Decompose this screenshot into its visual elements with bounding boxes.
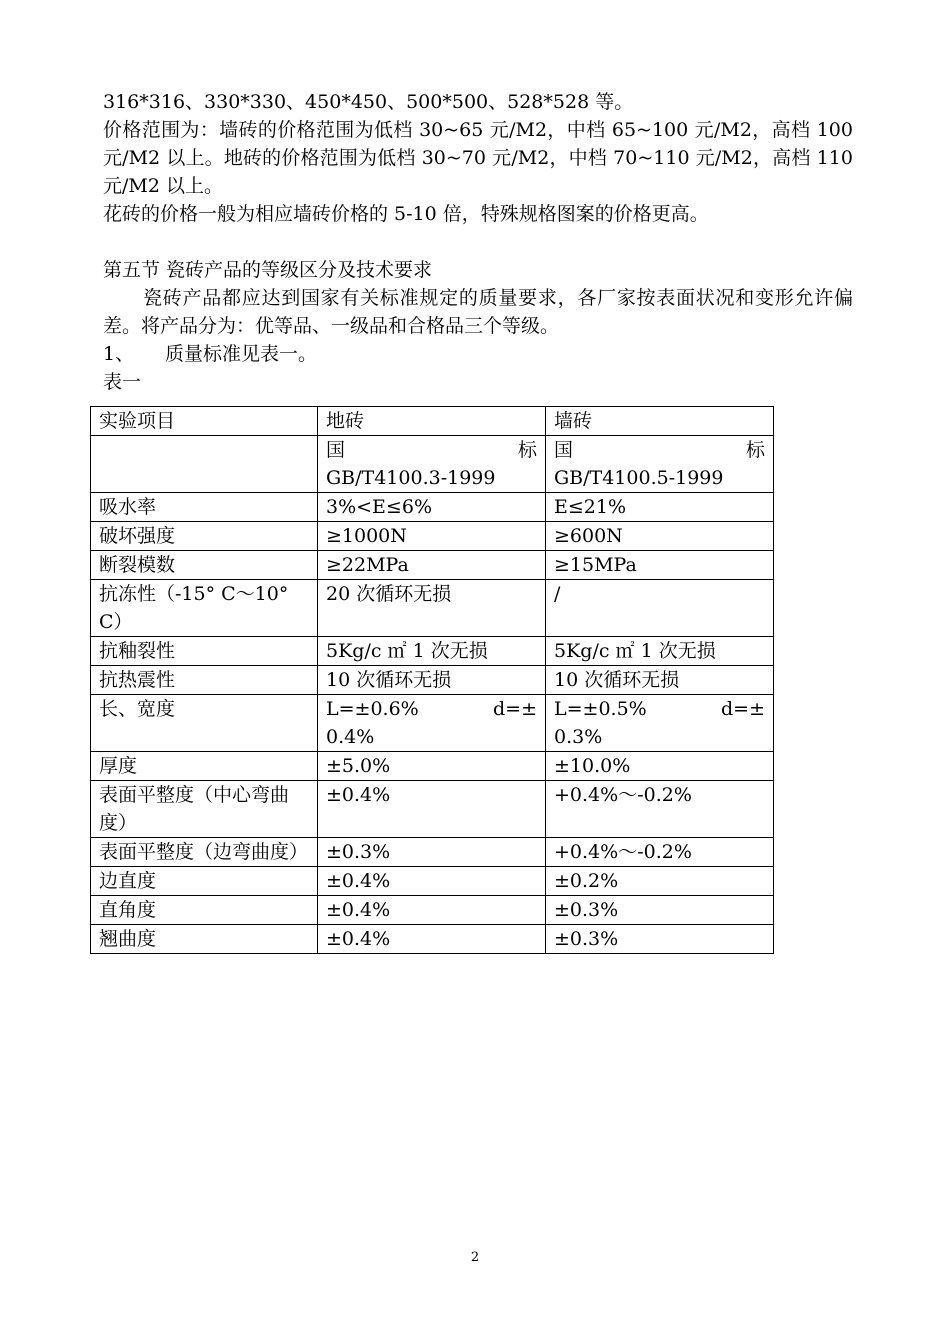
table-cell-floor: ±0.4% (318, 781, 546, 838)
table-cell-item: 表面平整度（边弯曲度） (91, 838, 318, 867)
standard-label-left: 国 (326, 439, 346, 461)
standard-label-left: 国 (554, 439, 574, 461)
table-cell-item: 边直度 (91, 867, 318, 896)
table-cell-floor (318, 695, 546, 752)
table-cell-wall: +0.4%～-0.2% (546, 781, 774, 838)
blank-line (103, 228, 853, 256)
table-cell-floor: ≥22MPa (318, 551, 546, 580)
table-cell-floor: ±0.4% (318, 867, 546, 896)
tolerance-line (554, 695, 765, 723)
standard-label-line (326, 436, 537, 464)
table-cell-wall: +0.4%～-0.2% (546, 838, 774, 867)
table-cell-wall: ≥15MPa (546, 551, 774, 580)
table-cell-wall: 5Kg/c ㎡ 1 次无损 (546, 637, 774, 666)
table-cell-floor: 3%<E≤6% (318, 493, 546, 522)
table-row (91, 666, 774, 695)
standard-label-line (554, 436, 765, 464)
table-row-length-width (91, 695, 774, 752)
length-tolerance: L=±0.6% (326, 698, 419, 720)
list-item-text: 质量标准见表一。 (165, 343, 318, 365)
diagonal-tolerance: d=± (720, 698, 765, 720)
table-row-standard (91, 436, 774, 493)
standard-code: GB/T4100.3-1999 (326, 467, 496, 489)
diagonal-tolerance-value: 0.4% (326, 726, 375, 748)
diagonal-tolerance-value: 0.3% (554, 726, 603, 748)
page-number: 2 (470, 1250, 480, 1265)
table-row (91, 925, 774, 954)
table-cell-floor: 5Kg/c ㎡ 1 次无损 (318, 637, 546, 666)
table-row (91, 896, 774, 925)
table-cell-wall: E≤21% (546, 493, 774, 522)
table-cell-item: 抗釉裂性 (91, 637, 318, 666)
quality-standard-table (90, 406, 774, 954)
table-cell-wall: ±0.3% (546, 896, 774, 925)
table-cell-item: 断裂模数 (91, 551, 318, 580)
table-cell-item: 翘曲度 (91, 925, 318, 954)
tile-price-paragraph: 花砖的价格一般为相应墙砖价格的 5-10 倍，特殊规格图案的价格更高。 (103, 203, 709, 225)
table-cell-item: 抗热震性 (91, 666, 318, 695)
section-title: 第五节 瓷砖产品的等级区分及技术要求 (103, 259, 433, 281)
table-cell-floor: ±0.3% (318, 838, 546, 867)
table-cell-item: 长、宽度 (91, 695, 318, 752)
table-cell-floor: ±5.0% (318, 752, 546, 781)
standard-code: GB/T4100.5-1999 (554, 467, 724, 489)
table-cell-item: 厚度 (91, 752, 318, 781)
table-cell-wall (546, 695, 774, 752)
table-cell-floor: ≥1000N (318, 522, 546, 551)
table-cell-wall: ±10.0% (546, 752, 774, 781)
table-cell-item: 抗冻性（-15° C～10° C） (91, 580, 318, 637)
standard-label-right: 标 (517, 439, 537, 461)
header-cell-item: 实验项目 (91, 407, 318, 436)
table-cell-wall: ±0.2% (546, 867, 774, 896)
table-row (91, 522, 774, 551)
table-cell-wall-standard (546, 436, 774, 493)
table-row (91, 580, 774, 637)
table-cell-item: 直角度 (91, 896, 318, 925)
tolerance-line (326, 695, 537, 723)
list-item-1 (103, 340, 853, 368)
table-cell-floor: ±0.4% (318, 925, 546, 954)
list-item-number: 1、 (103, 343, 135, 365)
table-caption: 表一 (103, 371, 142, 393)
table-cell-item: 表面平整度（中心弯曲度） (91, 781, 318, 838)
standard-label-right: 标 (745, 439, 765, 461)
table-row (91, 493, 774, 522)
table-cell-floor: 20 次循环无损 (318, 580, 546, 637)
table-cell-wall: 10 次循环无损 (546, 666, 774, 695)
table-cell-floor: ±0.4% (318, 896, 546, 925)
document-body (103, 88, 853, 396)
table-cell-floor-standard (318, 436, 546, 493)
table-row (91, 838, 774, 867)
table-cell-wall: / (546, 580, 774, 637)
length-tolerance: L=±0.5% (554, 698, 647, 720)
table-header-row (91, 407, 774, 436)
table-cell-item: 吸水率 (91, 493, 318, 522)
table-row (91, 551, 774, 580)
price-range-paragraph: 价格范围为：墙砖的价格范围为低档 30~65 元/M2，中档 65~100 元/M2，高档 100 元/M2 以上。地砖的价格范围为低档 30~70 元/M2，中档 70~110 元/M2，高档 110 元/M2 以上。 (103, 119, 853, 197)
header-cell-wall: 墙砖 (546, 407, 774, 436)
table-row (91, 752, 774, 781)
table-cell-floor: 10 次循环无损 (318, 666, 546, 695)
table-row (91, 637, 774, 666)
table-cell-wall: ≥600N (546, 522, 774, 551)
table-row (91, 781, 774, 838)
table-cell-wall: ±0.3% (546, 925, 774, 954)
table-cell-item: 破坏强度 (91, 522, 318, 551)
header-cell-floor: 地砖 (318, 407, 546, 436)
sizes-line: 316*316、330*330、450*450、500*500、528*528 等。 (103, 91, 634, 113)
intro-paragraph: 瓷砖产品都应达到国家有关标准规定的质量要求，各厂家按表面状况和变形允许偏差。将产品分为：优等品、一级品和合格品三个等级。 (103, 287, 853, 337)
diagonal-tolerance: d=± (492, 698, 537, 720)
table-cell-empty (91, 436, 318, 493)
table-row (91, 867, 774, 896)
